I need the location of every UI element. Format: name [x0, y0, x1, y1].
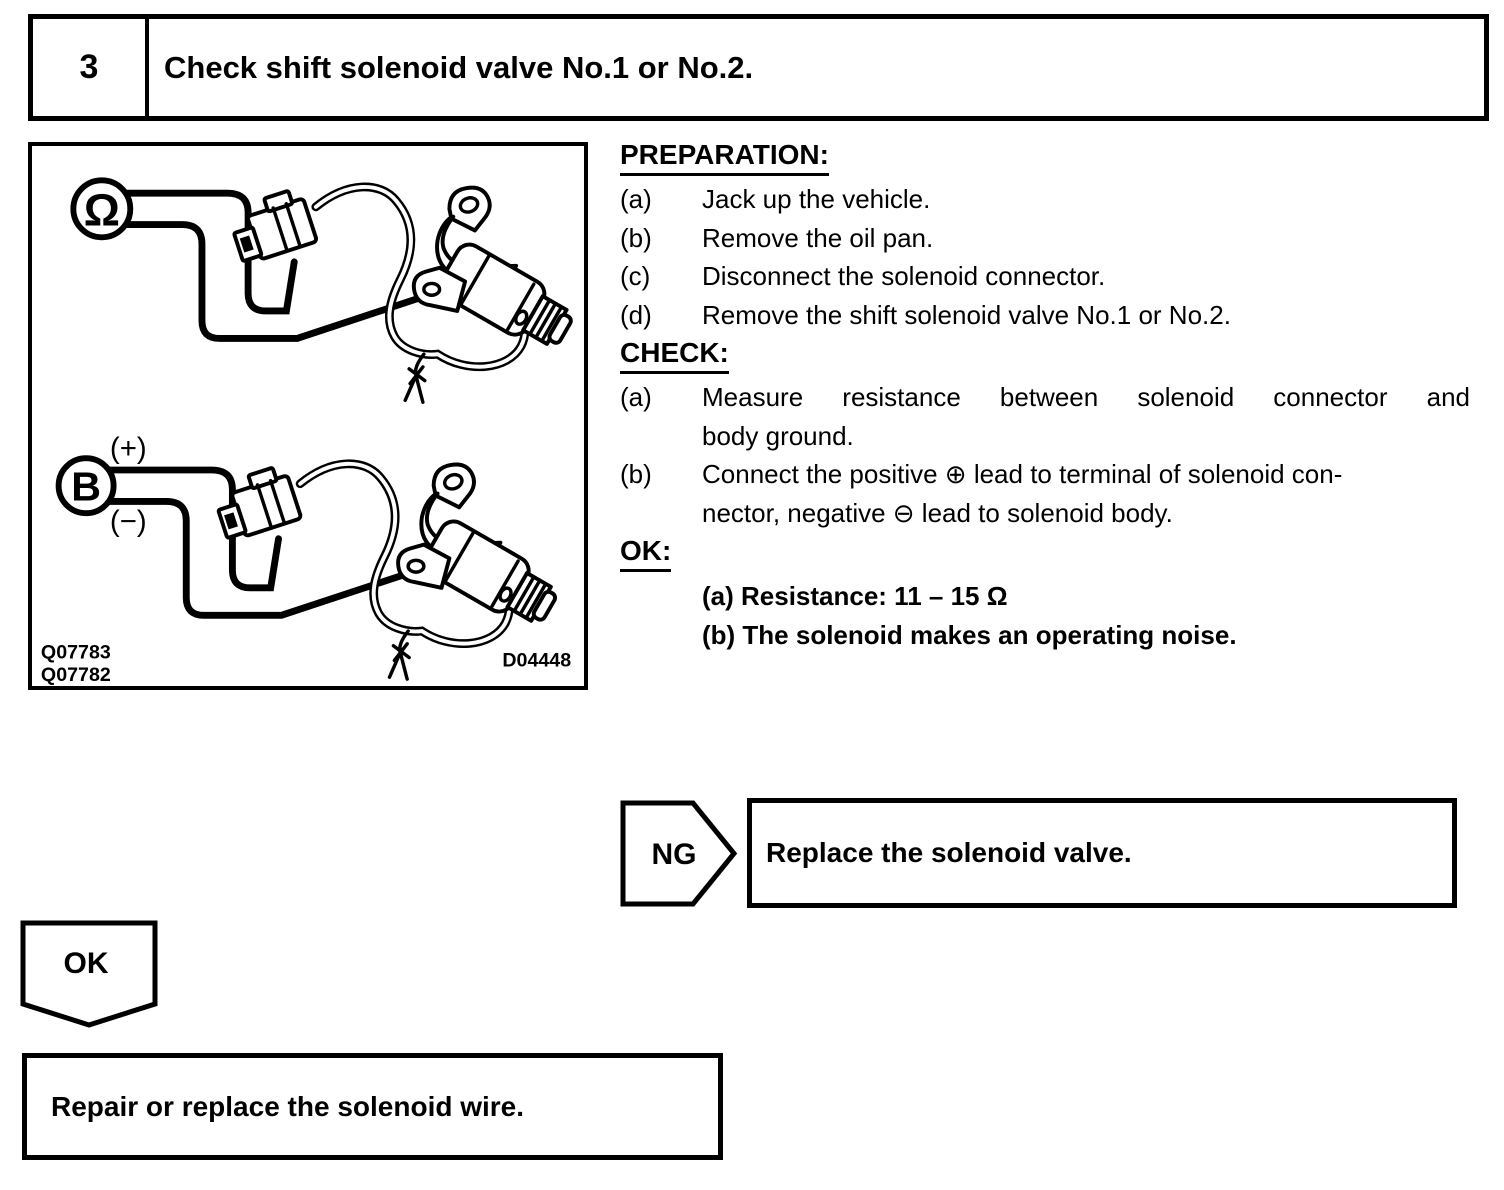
ok-label: OK: [63, 947, 109, 980]
figure-solenoid-test: [28, 142, 588, 690]
item-line: nector, negative ⊖ lead to solenoid body.: [702, 497, 1173, 528]
check-heading: CHECK:: [620, 337, 729, 374]
step-number: 3: [33, 19, 149, 116]
item-label: (d): [620, 299, 652, 330]
ok-arrow: [20, 920, 158, 1028]
item-text: [702, 455, 1470, 532]
ng-label: NG: [651, 838, 697, 871]
item-line: Measure resistance between solenoid connector and: [702, 382, 1470, 412]
item-line: body ground.: [702, 420, 854, 451]
preparation-item: [620, 257, 1470, 296]
check-item-0: [620, 378, 1470, 455]
negative-lead-label: (−): [109, 504, 147, 538]
step-title: Check shift solenoid valve No.1 or No.2.: [164, 49, 754, 85]
step-header: [28, 14, 1489, 121]
ok-spec-resistance: (a) Resistance: 11 – 15 Ω: [702, 581, 1008, 611]
ohmmeter-symbol: [73, 180, 130, 237]
ohmmeter-glyph: Ω: [83, 184, 120, 236]
ok-heading: OK:: [620, 535, 671, 572]
positive-lead-label: (+): [109, 432, 147, 466]
figure-code-2: Q07782: [40, 664, 111, 686]
item-line: Connect the positive ⊕ lead to terminal of solenoid con-: [702, 459, 1343, 489]
item-text: Remove the shift solenoid valve No.1 or No.2.: [702, 299, 1231, 330]
preparation-heading: PREPARATION:: [620, 139, 829, 176]
item-text: [702, 378, 1470, 455]
ok-spec-noise: (b) The solenoid makes an operating noise.: [702, 620, 1237, 650]
instruction-column: [620, 139, 1470, 655]
item-label: (a): [620, 382, 652, 412]
ok-result-box: [22, 1053, 723, 1160]
preparation-item: [620, 219, 1470, 258]
ng-arrow: [620, 800, 738, 907]
drawing-code: D04448: [502, 649, 572, 672]
battery-symbol: [59, 458, 114, 513]
item-text: Remove the oil pan.: [702, 222, 934, 253]
upper-test-assembly: [124, 187, 580, 402]
ok-spec-list: [620, 577, 1470, 655]
preparation-item: [620, 180, 1470, 219]
ng-result-text: Replace the solenoid valve.: [766, 837, 1132, 868]
item-label: (a): [620, 184, 652, 214]
item-label: (c): [620, 261, 651, 291]
battery-glyph: B: [71, 463, 101, 510]
item-text: Jack up the vehicle.: [702, 184, 931, 214]
figure-code-1: Q07783: [40, 641, 111, 664]
item-label: (b): [620, 459, 652, 489]
lower-test-assembly: [109, 464, 565, 679]
solenoid-test-illustration: [32, 146, 584, 686]
item-label: (b): [620, 222, 652, 253]
preparation-item: [620, 296, 1470, 335]
ok-result-text: Repair or replace the solenoid wire.: [51, 1090, 525, 1122]
ng-result-box: [747, 798, 1457, 908]
check-item-1: [620, 455, 1470, 532]
item-text: Disconnect the solenoid connector.: [702, 261, 1106, 291]
